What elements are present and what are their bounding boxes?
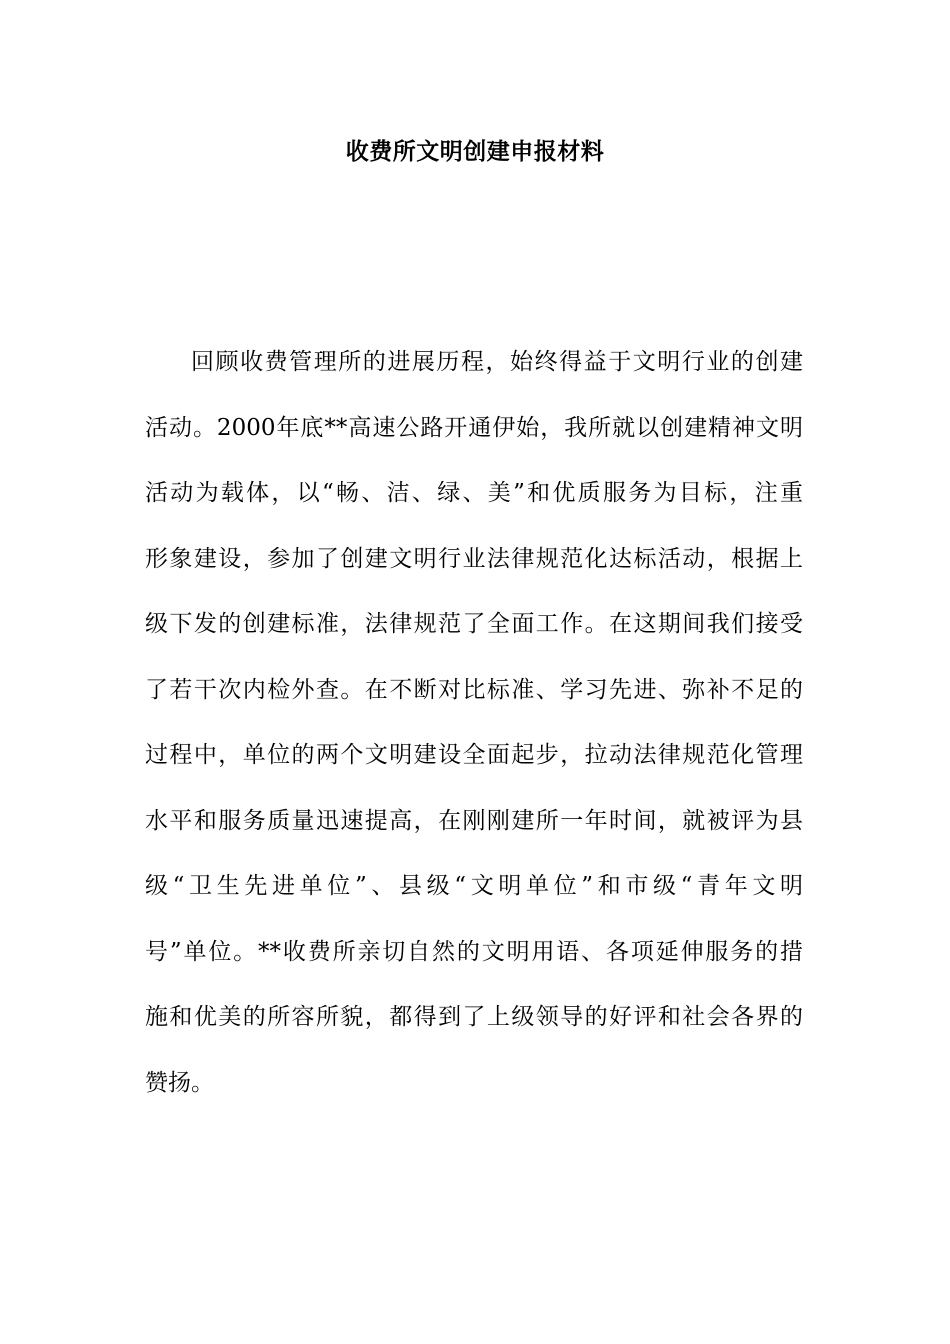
paragraph-line: 水平和服务质量迅速提高，在刚刚建所一年时间，就被评为县: [145, 807, 803, 834]
paragraph-line: 形象建设，参加了创建文明行业法律规范化达标活动，根据上: [145, 545, 803, 572]
paragraph-line: 回顾收费管理所的进展历程，始终得益于文明行业的创建: [191, 349, 803, 375]
paragraph-line: 级“卫生先进单位”、县级“文明单位”和市级“青年文明: [145, 873, 803, 899]
document-title: 收费所文明创建申报材料: [345, 138, 605, 165]
paragraph-line: 赞扬。: [145, 1069, 214, 1096]
paragraph-line: 号”单位。**收费所亲切自然的文明用语、各项延伸服务的措: [145, 938, 803, 965]
document-body: [145, 330, 803, 1116]
paragraph-line: 活动。2000年底**高速公路开通伊始，我所就以创建精神文明: [145, 414, 803, 441]
paragraph-line: 活动为载体，以“畅、洁、绿、美”和优质服务为目标，注重: [145, 480, 803, 506]
paragraph-line: 级下发的创建标准，法律规范了全面工作。在这期间我们接受: [145, 611, 803, 637]
paragraph-line: 了若干次内检外查。在不断对比标准、学习先进、弥补不足的: [145, 676, 803, 703]
paragraph-line: 过程中，单位的两个文明建设全面起步，拉动法律规范化管理: [145, 742, 803, 768]
paragraph-line: 施和优美的所容所貌，都得到了上级领导的好评和社会各界的: [145, 1004, 803, 1030]
